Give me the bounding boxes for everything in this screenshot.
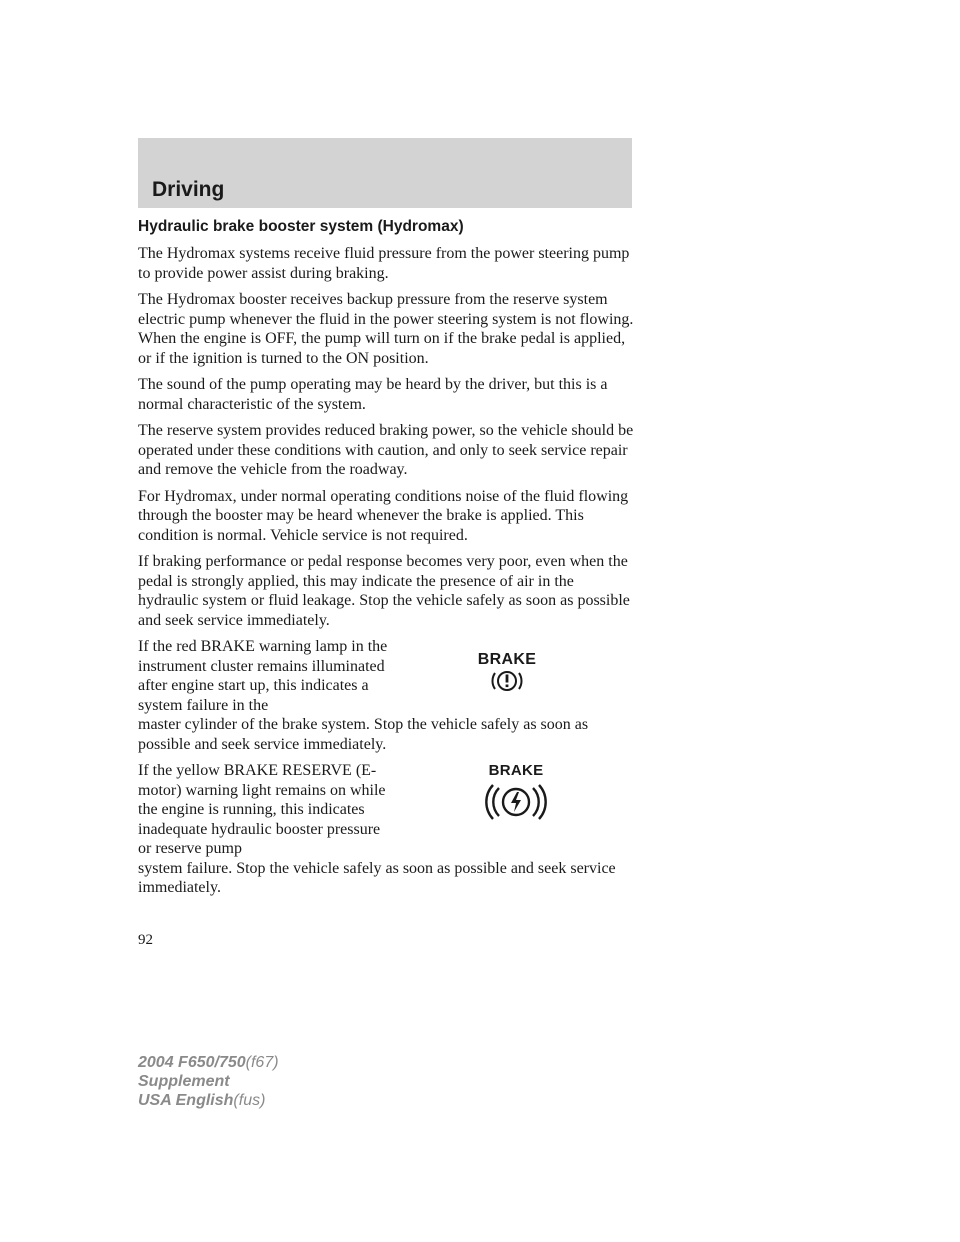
footer-model-code: (f67) <box>245 1054 279 1071</box>
paragraph-4: The reserve system provides reduced braking power, so the vehicle should be operated under these conditions with caution, and only to seek service repair and remove the vehicle from the roadway. <box>138 422 634 478</box>
brake-warning-block <box>138 637 634 754</box>
brake-reserve-text-wrapped: If the yellow BRAKE RESERVE (E-motor) warning light remains on while the engine is running, this indicates inadequate hydraulic booster pressure or reserve pump <box>138 762 386 857</box>
paragraph-5: For Hydromax, under normal operating conditions noise of the fluid flowing through the booster may be heard whenever the brake is applied. This condition is normal. Vehicle service is not required. <box>138 487 629 544</box>
footer-model-line <box>138 1053 279 1072</box>
paragraph-6: If braking performance or pedal response becomes very poor, even when the pedal is strongly applied, this may indicate the presence of air in the hydraulic system or fluid leakage. Stop the vehicle safely as soon as possible and seek service immediately. <box>138 553 630 629</box>
document-footer <box>138 1053 279 1110</box>
footer-language-code: (fus) <box>233 1092 266 1109</box>
paragraph-1: The Hydromax systems receive fluid pressure from the power steering pump to provide power assist during braking. <box>138 245 630 282</box>
brake-warning-text-full: master cylinder of the brake system. Stop the vehicle safely as soon as possible and seek service immediately. <box>138 716 589 753</box>
footer-language-line <box>138 1091 279 1110</box>
brake-warning-text-wrapped: If the red BRAKE warning lamp in the instrument cluster remains illuminated after engine start up, this indicates a system failure in the <box>138 638 388 714</box>
footer-model: 2004 F650/750 <box>138 1054 246 1071</box>
paragraph-3: The sound of the pump operating may be heard by the driver, but this is a normal characteristic of the system. <box>138 376 608 413</box>
brake-reserve-icon-group <box>480 762 552 830</box>
paragraph-2: The Hydromax booster receives backup pressure from the reserve system electric pump whenever the fluid in the power steering system is not flowing. When the engine is OFF, the pump will turn on if the brake pedal is applied, or if the ignition is turned to the ON position. <box>138 291 634 367</box>
main-content <box>138 217 634 905</box>
brake-warning-exclamation-icon <box>472 669 542 695</box>
section-title: Driving <box>152 178 225 201</box>
brake-warning-label: BRAKE <box>477 651 537 668</box>
brake-reserve-label: BRAKE <box>488 762 544 779</box>
brake-reserve-motor-icon <box>480 779 552 825</box>
brake-reserve-block <box>138 761 634 898</box>
footer-language: USA English <box>138 1092 234 1109</box>
brake-warning-icon-group <box>472 651 542 700</box>
section-heading: Hydraulic brake booster system (Hydromax) <box>138 218 464 235</box>
section-header-band <box>138 138 632 208</box>
footer-doc-type: Supplement <box>138 1073 230 1090</box>
brake-reserve-text-full: system failure. Stop the vehicle safely as soon as possible and seek service immediately. <box>138 859 616 896</box>
page-number: 92 <box>138 932 153 948</box>
